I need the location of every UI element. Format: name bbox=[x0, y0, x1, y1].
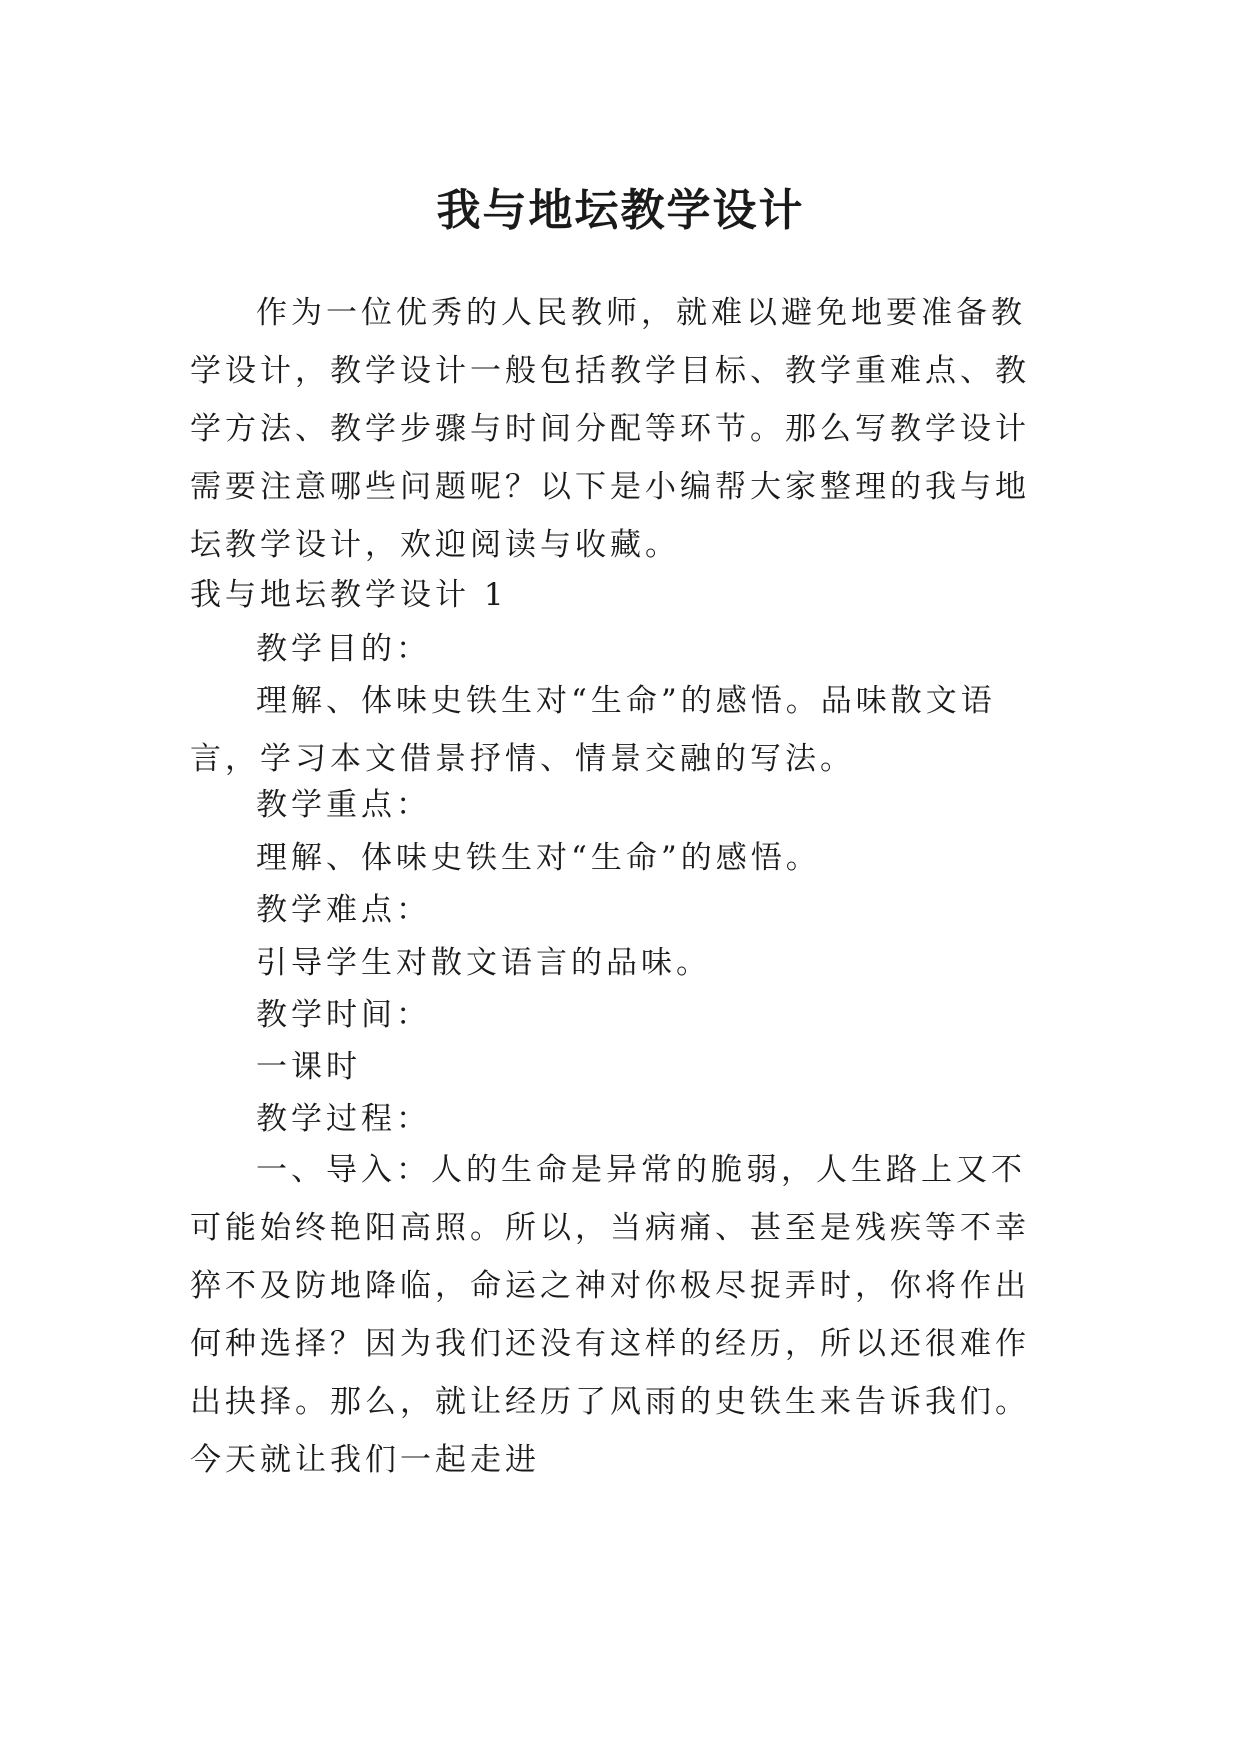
time-text: 一课时 bbox=[256, 1049, 361, 1085]
section-heading: 我与地坛教学设计 1 bbox=[190, 577, 508, 613]
aim-label: 教学目的： bbox=[256, 631, 431, 667]
document-title: 我与地坛教学设计 bbox=[436, 185, 805, 237]
process-paragraph: 一、导入：人的生命是异常的脆弱，人生路上又不可能始终艳阳高照。所以，当病痛、甚至是残疾等不幸猝不及防地降临，命运之神对你极尽捉弄时，你将作出何种选择？因为我们还没有这样的经历，所以还很难作出抉择。那么，就让经历了风雨的史铁生来告诉我们。今天就让我们一起走进 bbox=[190, 1152, 1030, 1478]
intro-paragraph: 作为一位优秀的人民教师，就难以避免地要准备教学设计，教学设计一般包括教学目标、教学重难点、教学方法、教学步骤与时间分配等环节。那么写教学设计需要注意哪些问题呢？以下是小编帮大家整理的我与地坛教学设计，欢迎阅读与收藏。 bbox=[190, 295, 1030, 563]
difficulty-text: 引导学生对散文语言的品味。 bbox=[256, 945, 711, 981]
difficulty-label: 教学难点： bbox=[256, 892, 431, 928]
aim-paragraph: 理解、体味史铁生对“生命”的感悟。品味散文语言，学习本文借景抒情、情景交融的写法。 bbox=[190, 683, 996, 777]
key-point-label: 教学重点： bbox=[256, 787, 431, 823]
time-label: 教学时间： bbox=[256, 997, 431, 1033]
process-label: 教学过程： bbox=[256, 1101, 431, 1137]
key-point-text: 理解、体味史铁生对“生命”的感悟。 bbox=[256, 840, 821, 876]
